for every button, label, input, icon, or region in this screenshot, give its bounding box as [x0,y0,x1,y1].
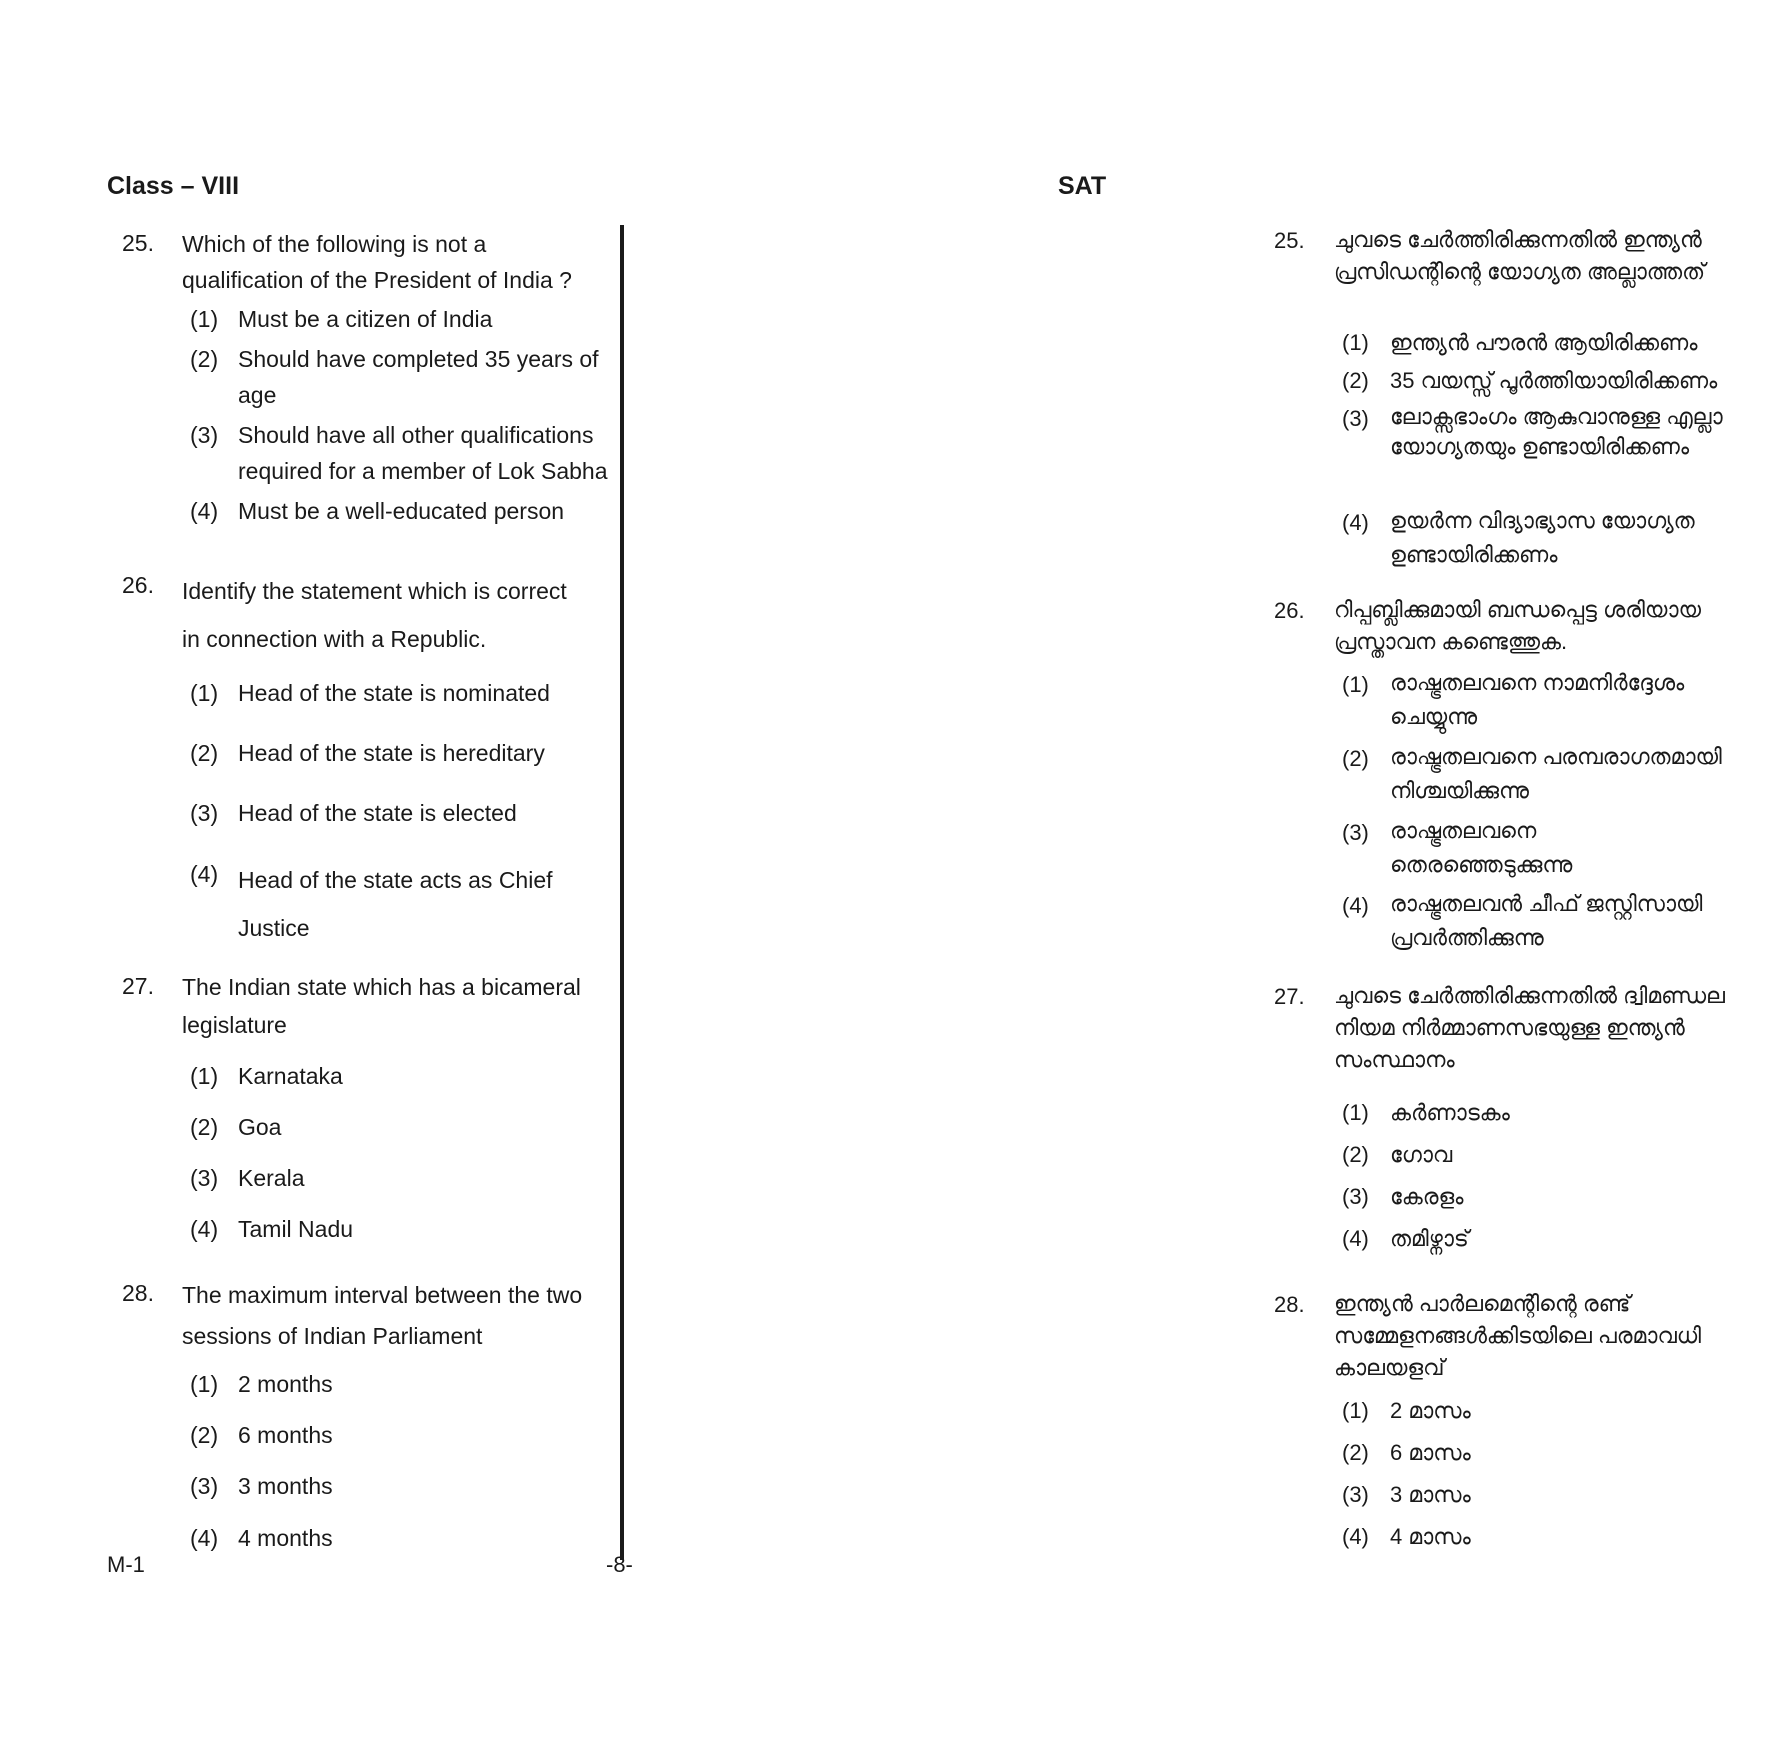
exam-label: SAT [1058,172,1107,200]
option-text: 6 മാസം [1390,1440,1471,1465]
question-text: ചുവടെ ചേർത്തിരിക്കുന്നതിൽ ഇന്ത്യൻ പ്രസിഡന്റിന്റെ യോഗ്യത അല്ലാത്തത് [1334,227,1706,284]
option-number: (1) [1342,1100,1369,1125]
option-number: (4) [190,861,219,887]
option-number: (2) [190,346,219,372]
option-number: (3) [190,1165,219,1191]
question-text: റിപ്പബ്ലിക്കുമായി ബന്ധപ്പെട്ട ശരിയായ പ്രസ്താവന കണ്ടെത്തുക. [1334,597,1701,654]
question-number: 26. [1274,598,1305,623]
option-text: കർണാടകം [1390,1100,1510,1125]
question-number: 28. [122,1280,154,1306]
option-number: (3) [190,422,219,448]
option-number: (4) [190,1216,219,1242]
question-number: 27. [1274,984,1305,1009]
option-text: Kerala [238,1165,305,1191]
option-text: Head of the state is nominated [238,680,550,706]
option-text: ലോക്സഭാംഗം ആകുവാനുള്ള എല്ലാ യോഗ്യതയും ഉണ്ടായിരിക്കണം [1390,404,1723,459]
option-number: (2) [190,1422,219,1448]
option-number: (4) [190,1525,219,1551]
question-text: The Indian state which has a bicameral legislature [182,974,581,1038]
option-number: (3) [1342,1184,1369,1209]
option-number: (4) [190,498,219,524]
option-text: 3 months [238,1473,333,1499]
option-number: (3) [190,1473,219,1499]
option-number: (1) [190,680,219,706]
option-number: (4) [1342,893,1369,918]
option-text: Head of the state is hereditary [238,740,545,766]
question-number: 26. [122,572,154,598]
option-text: Goa [238,1114,282,1140]
option-text: Head of the state acts as Chief Justice [238,867,553,941]
option-number: (1) [190,306,219,332]
option-text: Must be a citizen of India [238,306,493,332]
option-text: രാഷ്ട്രതലവനെ തെരഞ്ഞെടുക്കുന്നു [1390,818,1573,877]
option-number: (1) [1342,330,1369,355]
option-text: Tamil Nadu [238,1216,354,1242]
class-label: Class – VIII [107,172,240,200]
option-text: 6 months [238,1422,333,1448]
option-text: 3 മാസം [1390,1482,1471,1507]
option-text: 4 months [238,1525,333,1551]
option-text: 2 മാസം [1390,1398,1471,1423]
question-text: Identify the statement which is correct in connection with a Republic. [182,578,567,652]
question-text: ചുവടെ ചേർത്തിരിക്കുന്നതിൽ ദ്വിമണ്ഡല നിയമ നിർമ്മാണസഭയുള്ള ഇന്ത്യൻ സംസ്ഥാനം [1334,983,1725,1072]
option-text: Should have completed 35 years of age [238,346,599,408]
option-number: (1) [190,1063,219,1089]
option-text: 2 months [238,1371,333,1397]
option-number: (2) [1342,1142,1369,1167]
option-text: Should have all other qualifications required for a member of Lok Sabha [238,422,608,484]
option-number: (3) [190,800,219,826]
option-number: (1) [190,1371,219,1397]
option-text: ഉയർന്ന വിദ്യാഭ്യാസ യോഗ്യത ഉണ്ടായിരിക്കണം [1390,508,1695,567]
question-number: 25. [1274,228,1305,253]
question-text: The maximum interval between the two sessions of Indian Parliament [182,1282,583,1349]
option-number: (4) [1342,510,1369,535]
option-number: (2) [190,1114,219,1140]
option-number: (3) [1342,820,1369,845]
option-text: Must be a well-educated person [238,498,565,524]
option-number: (1) [1342,672,1369,697]
option-number: (2) [1342,746,1369,771]
option-text: Head of the state is elected [238,800,517,826]
option-number: (4) [1342,1226,1369,1251]
option-text: ഇന്ത്യൻ പൗരൻ ആയിരിക്കണം [1390,330,1698,355]
option-text: ഗോവ [1390,1142,1453,1167]
question-number: 27. [122,973,154,999]
option-text: രാഷ്ട്രതലവനെ പരമ്പരാഗതമായി നിശ്ചയിക്കുന്നു [1390,744,1722,803]
option-number: (4) [1342,1524,1369,1549]
question-text: ഇന്ത്യൻ പാർലമെന്റിന്റെ രണ്ട് സമ്മേളനങ്ങൾക്കിടയിലെ പരമാവധി കാലയളവ് [1334,1291,1702,1380]
option-text: രാഷ്ട്രതലവൻ ചീഫ് ജസ്റ്റിസായി പ്രവർത്തിക്കുന്നു [1390,891,1703,950]
column-divider [620,225,624,1560]
option-number: (2) [1342,1440,1369,1465]
question-number: 28. [1274,1292,1305,1317]
question-number: 25. [122,230,154,256]
option-number: (2) [1342,368,1369,393]
option-text: തമിഴ്നാട് [1390,1226,1469,1251]
question-text: Which of the following is not a qualification of the President of India ? [182,231,572,293]
option-number: (1) [1342,1398,1369,1423]
option-number: (3) [1342,1482,1369,1507]
option-text: കേരളം [1390,1184,1464,1209]
option-text: 4 മാസം [1390,1524,1471,1549]
option-text: രാഷ്ട്രതലവനെ നാമനിർദ്ദേശം ചെയ്യുന്നു [1390,670,1685,729]
option-number: (3) [1342,406,1369,431]
option-text: 35 വയസ്സ് പൂർത്തിയായിരിക്കണം [1390,368,1718,393]
option-number: (2) [190,740,219,766]
option-text: Karnataka [238,1063,343,1089]
page-number: -8- [606,1552,633,1577]
paper-code: M-1 [107,1552,145,1577]
